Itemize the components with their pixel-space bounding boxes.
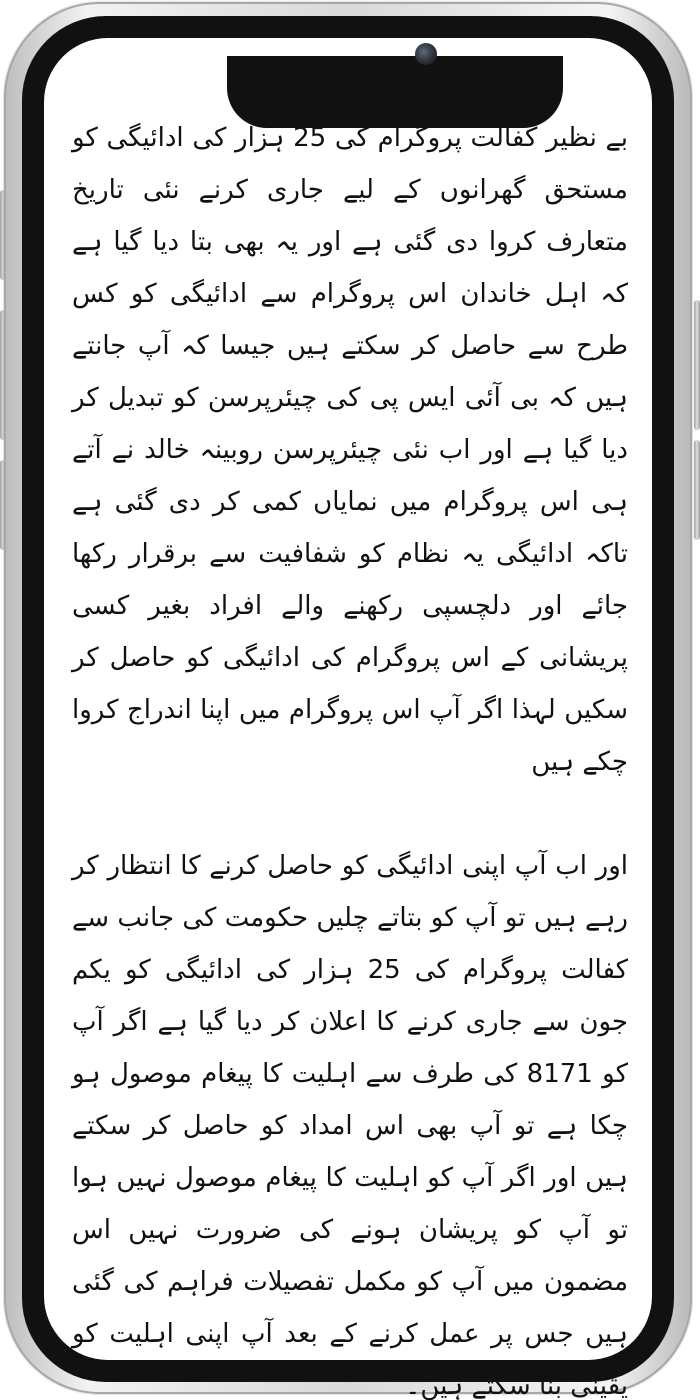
article-paragraph-1: بے نظیر کفالت پروگرام کی 25 ہزار کی ادائیگی کو مستحق گھرانوں کے لیے جاری کرنے نئی تاریخ متعارف کروا دی گئی ہے اور یہ بھی بتا دیا گیا ہے کہ اہل خاندان اس پروگرام سے ادائیگی کو کس طرح سے حاصل کر سکتے ہیں جیسا کہ آپ جانتے ہیں کہ بی آئی ایس پی کی چیئرپرسن کو تبدیل کر دیا گیا ہے اور اب نئی چیئرپرسن روبینہ خالد نے آتے ہی اس پروگرام میں نمایاں کمی کر دی گئی ہے تاکہ ادائیگی یہ نظام کو شفافیت سے برقرار رکھا جائے اور دلچسپی رکھنے والے افراد بغیر کسی پریشانی کے اس پروگرام کی ادائیگی کو حاصل کر سکیں لہذا اگر آپ اس پروگرام میں اپنا اندراج کروا چکے ہیں (72, 123, 628, 777)
power-button (694, 300, 700, 430)
article-paragraph-2: اور اب آپ اپنی ادائیگی کو حاصل کرنے کا انتظار کر رہے ہیں تو آپ کو بتاتے چلیں حکومت کی جانب سے کفالت پروگرام کی 25 ہزار کی ادائیگی کو یکم جون سے جاری کرنے کا اعلان کر دیا گیا ہے اگر آپ کو 8171 کی طرف سے اہلیت کا پیغام موصول ہو چکا ہے تو آپ بھی اس امداد کو حاصل کر سکتے ہیں اور اگر آپ کو اہلیت کا پیغام موصول نہیں ہوا تو آپ کو پریشان ہونے کی ضرورت نہیں اس مضمون میں آپ کو مکمل تفصیلات فراہم کی گئی ہیں جس پر عمل کرنے کے بعد آپ اپنی اہلیت کو یقینی بنا سکتے ہیں۔ (72, 851, 628, 1400)
article-body (72, 112, 628, 1400)
front-camera-icon (415, 43, 437, 65)
side-button-lower (694, 440, 700, 540)
